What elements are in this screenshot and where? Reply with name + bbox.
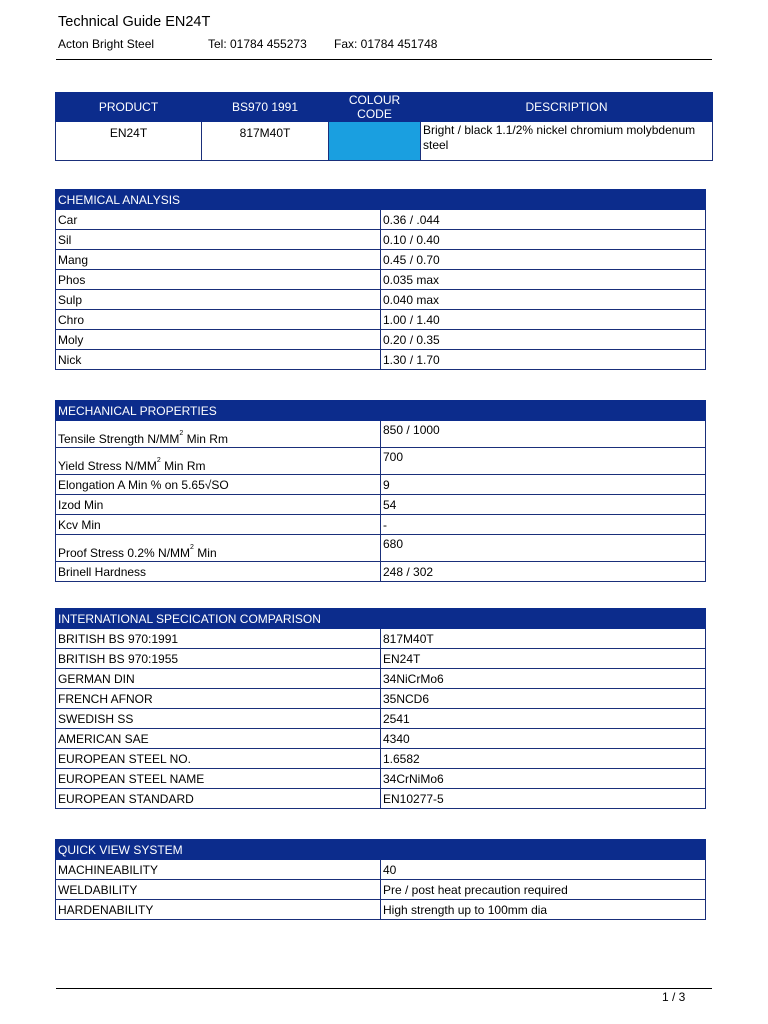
standard-value: 1.6582 <box>381 749 706 769</box>
standard-label: GERMAN DIN <box>56 669 381 689</box>
colour-code-column-header: COLOUR CODE <box>329 93 421 122</box>
izod-value: 54 <box>381 495 706 515</box>
standard-value: EN24T <box>381 649 706 669</box>
table-row <box>56 535 706 562</box>
standard-value: 34NiCrMo6 <box>381 669 706 689</box>
element-value: 0.040 max <box>381 290 706 310</box>
standard-value: 4340 <box>381 729 706 749</box>
product-header-row <box>56 93 713 122</box>
property-value: 40 <box>381 860 706 880</box>
table-row <box>56 900 706 920</box>
table-row <box>56 290 706 310</box>
element-label: Moly <box>56 330 381 350</box>
table-row <box>56 880 706 900</box>
colour-code-swatch <box>329 122 421 161</box>
standard-label: BRITISH BS 970:1955 <box>56 649 381 669</box>
element-value: 0.45 / 0.70 <box>381 250 706 270</box>
standard-value: 817M40T <box>381 629 706 649</box>
kcv-value: - <box>381 515 706 535</box>
yield-stress-value: 700 <box>381 448 706 475</box>
element-value: 0.20 / 0.35 <box>381 330 706 350</box>
mechanical-properties-heading: MECHANICAL PROPERTIES <box>56 401 706 421</box>
izod-label: Izod Min <box>56 495 381 515</box>
mechanical-properties-table <box>55 400 706 582</box>
table-row <box>56 860 706 880</box>
standard-label: BRITISH BS 970:1991 <box>56 629 381 649</box>
mechanical-properties-heading-row <box>56 401 706 421</box>
proof-stress-label: Proof Stress 0.2% $N/MM^2$ Min <box>56 535 381 562</box>
brinell-hardness-label: Brinell Hardness <box>56 562 381 582</box>
table-row <box>56 649 706 669</box>
table-row <box>56 250 706 270</box>
table-row <box>56 475 706 495</box>
international-specification-heading: INTERNATIONAL SPECICATION COMPARISON <box>56 609 706 629</box>
product-column-header: PRODUCT <box>56 93 202 122</box>
tensile-strength-label: Tensile Strength $N/MM^2$ Min Rm <box>56 421 381 448</box>
standard-label: EUROPEAN STEEL NO. <box>56 749 381 769</box>
property-label: MACHINEABILITY <box>56 860 381 880</box>
table-row <box>56 495 706 515</box>
bs970-code: 817M40T <box>202 122 329 161</box>
description-column-header: DESCRIPTION <box>421 93 713 122</box>
product-table <box>55 92 713 161</box>
proof-stress-value: 680 <box>381 535 706 562</box>
quick-view-heading-row <box>56 840 706 860</box>
standard-label: SWEDISH SS <box>56 709 381 729</box>
table-row <box>56 709 706 729</box>
table-row <box>56 669 706 689</box>
table-row <box>56 350 706 370</box>
table-row <box>56 769 706 789</box>
table-row <box>56 629 706 649</box>
fax-number: Fax: 01784 451748 <box>334 37 438 51</box>
table-row <box>56 270 706 290</box>
element-label: Mang <box>56 250 381 270</box>
kcv-label: Kcv Min <box>56 515 381 535</box>
elongation-value: 9 <box>381 475 706 495</box>
standard-value: EN10277-5 <box>381 789 706 809</box>
yield-stress-label: Yield Stress $N/MM^2$ Min Rm <box>56 448 381 475</box>
product-row <box>56 122 713 161</box>
table-row <box>56 562 706 582</box>
table-row <box>56 789 706 809</box>
table-row <box>56 310 706 330</box>
footer-rule <box>56 988 712 989</box>
table-row <box>56 210 706 230</box>
product-name: EN24T <box>56 122 202 161</box>
element-value: 0.36 / .044 <box>381 210 706 230</box>
standard-label: EUROPEAN STANDARD <box>56 789 381 809</box>
property-label: WELDABILITY <box>56 880 381 900</box>
bs970-column-header: BS970 1991 <box>202 93 329 122</box>
document-title: Technical Guide EN24T <box>58 14 211 30</box>
brinell-hardness-value: 248 / 302 <box>381 562 706 582</box>
table-row <box>56 729 706 749</box>
company-name: Acton Bright Steel <box>58 37 155 51</box>
table-row <box>56 448 706 475</box>
property-label: HARDENABILITY <box>56 900 381 920</box>
product-description: Bright / black 1.1/2% nickel chromium molybdenum steel <box>421 122 713 161</box>
telephone-number: Tel: 01784 455273 <box>208 37 307 51</box>
chemical-analysis-table <box>55 189 706 370</box>
element-label: Chro <box>56 310 381 330</box>
table-row <box>56 230 706 250</box>
table-row <box>56 421 706 448</box>
standard-label: FRENCH AFNOR <box>56 689 381 709</box>
element-value: 1.30 / 1.70 <box>381 350 706 370</box>
table-row <box>56 330 706 350</box>
element-value: 0.10 / 0.40 <box>381 230 706 250</box>
standard-value: 35NCD6 <box>381 689 706 709</box>
element-label: Sil <box>56 230 381 250</box>
page-number: 1 / 3 <box>662 990 686 1004</box>
element-value: 0.035 max <box>381 270 706 290</box>
element-label: Car <box>56 210 381 230</box>
standard-label: AMERICAN SAE <box>56 729 381 749</box>
quick-view-table <box>55 839 706 920</box>
standard-value: 34CrNiMo6 <box>381 769 706 789</box>
header-rule <box>56 59 712 60</box>
standard-label: EUROPEAN STEEL NAME <box>56 769 381 789</box>
international-specification-heading-row <box>56 609 706 629</box>
element-label: Phos <box>56 270 381 290</box>
chemical-analysis-heading: CHEMICAL ANALYSIS <box>56 190 706 210</box>
table-row <box>56 689 706 709</box>
table-row <box>56 749 706 769</box>
standard-value: 2541 <box>381 709 706 729</box>
chemical-analysis-heading-row <box>56 190 706 210</box>
quick-view-heading: QUICK VIEW SYSTEM <box>56 840 706 860</box>
table-row <box>56 515 706 535</box>
property-value: High strength up to 100mm dia <box>381 900 706 920</box>
property-value: Pre / post heat precaution required <box>381 880 706 900</box>
international-specification-table <box>55 608 706 809</box>
element-label: Sulp <box>56 290 381 310</box>
element-label: Nick <box>56 350 381 370</box>
tensile-strength-value: 850 / 1000 <box>381 421 706 448</box>
element-value: 1.00 / 1.40 <box>381 310 706 330</box>
elongation-label: Elongation A Min % on 5.65√SO <box>56 475 381 495</box>
